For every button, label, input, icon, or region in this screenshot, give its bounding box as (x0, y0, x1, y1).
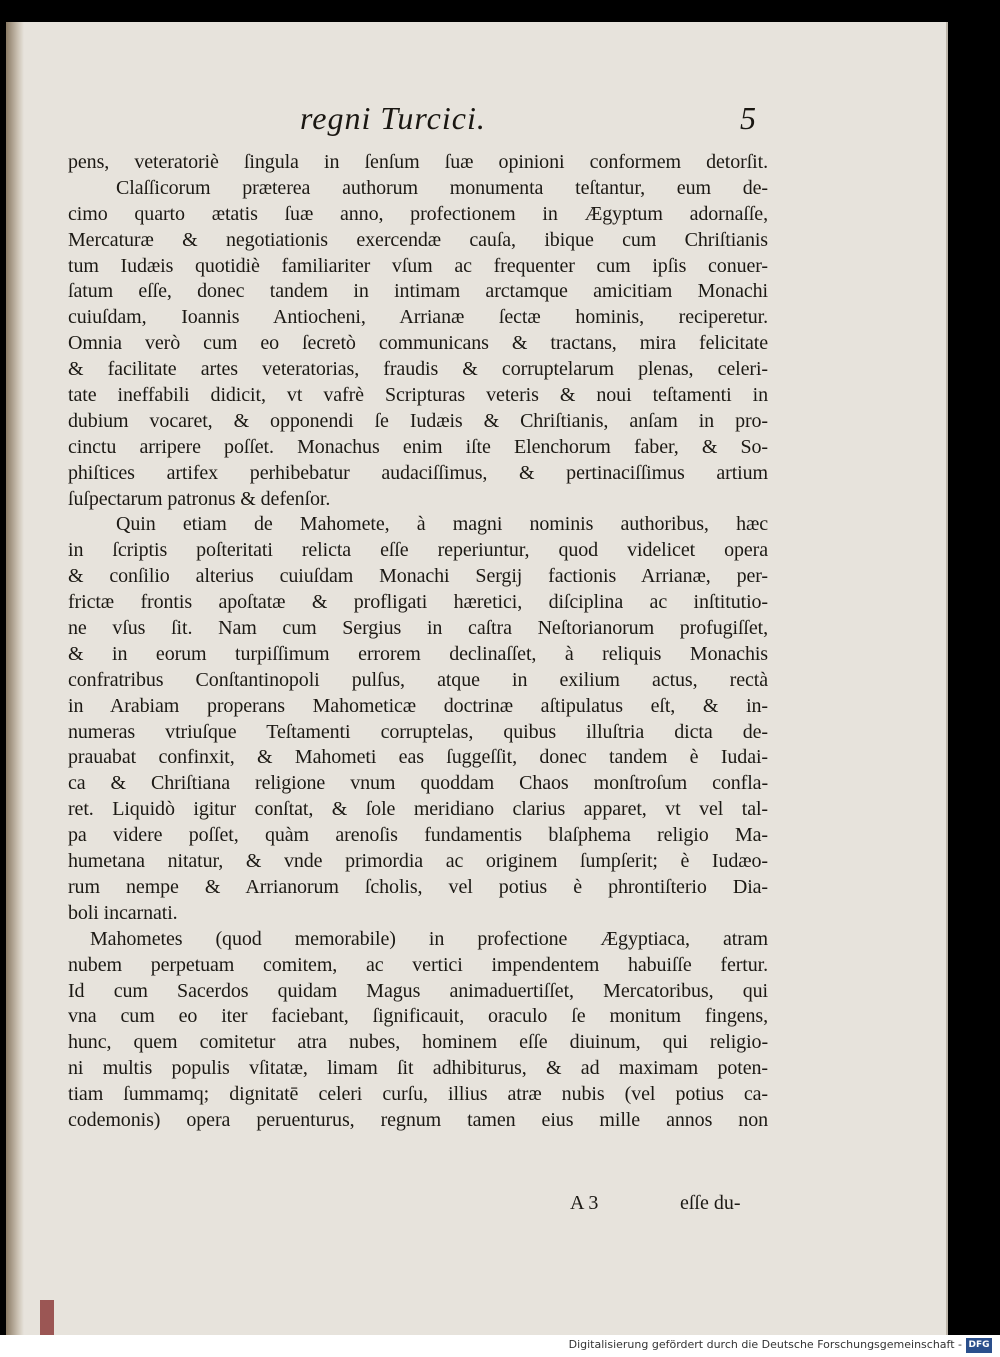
text-line: in ſcriptis poſteritati relicta eſſe reperiuntur, quod videlicet opera (68, 539, 768, 562)
text-line: cuiuſdam, Ioannis Antiocheni, Arrianæ ſectæ hominis, reciperetur. (68, 306, 768, 329)
text-line: in Arabiam properans Mahometicæ doctrinæ aſtipulatus eſt, & in- (68, 694, 768, 717)
text-line: ca & Chriſtiana religione vnum quoddam Chaos monſtroſum confla- (68, 772, 768, 795)
text-line: boli incarnati. (68, 901, 178, 924)
text-line: cinctu arripere poſſet. Monachus enim iſte Elenchorum faber, & So- (68, 435, 768, 458)
text-line: pa videre poſſet, quàm arenoſis fundamentis blaſphema religio Ma- (68, 824, 768, 847)
catchword: eſſe du- (680, 1192, 741, 1214)
text-line: dubium vocaret, & opponendi ſe Iudæis & Chriſtianis, anſam in pro- (68, 409, 768, 432)
binding-mark (40, 1300, 54, 1335)
text-line: Mahometes (quod memorabile) in profectione Ægyptiaca, atram (90, 927, 768, 950)
text-line: & conſilio alterius cuiuſdam Monachi Sergij factionis Arrianæ, per- (68, 565, 768, 588)
text-line: numeras vtriuſque Teſtamenti corruptelas, quibus illuſtria dicta de- (68, 720, 768, 743)
text-line: ne vſus ſit. Nam cum Sergius in caſtra Neſtorianorum profugiſſet, (68, 617, 768, 640)
page-gutter (6, 22, 24, 1335)
text-line: phiſtices artifex perhibebatur audaciſſimus, & pertinaciſſimus artium (68, 461, 768, 484)
text-line: hunc, quem comitetur atra nubes, hominem eſſe diuinum, qui religio- (68, 1031, 768, 1054)
text-line: confratribus Conſtantinopoli pulſus, atque in exilium actus, rectà (68, 668, 768, 691)
text-line: ret. Liquidò igitur conſtat, & ſole meridiano clarius apparet, vt vel tal- (68, 798, 768, 821)
text-line: pens, veteratoriè ſingula in ſenſum ſuæ opinioni conformem detorſit. (68, 151, 768, 173)
text-line: & in eorum turpiſſimum errorem declinaſſet, à reliquis Monachis (68, 642, 768, 665)
dfg-logo-icon[interactable]: DFG (966, 1338, 992, 1353)
text-line: prauabat confinxit, & Mahometi eas ſuggeſſit, donec tandem è Iudai- (68, 746, 768, 769)
text-line: tum Iudæis quotidiè familiariter vſum ac frequenter cum ipſis conuer- (68, 254, 768, 277)
footer-credit[interactable]: Digitalisierung gefördert durch die Deutsche Forschungsgemeinschaft - (568, 1338, 962, 1351)
text-line: Id cum Sacerdos quidam Magus animaduertiſſet, Mercatoribus, qui (68, 979, 768, 1002)
text-line: Mercaturæ & negotiationis exercendæ cauſa, ibique cum Chriſtianis (68, 228, 768, 251)
page-number: 5 (740, 100, 756, 136)
text-line: frictæ frontis apoſtatæ & profligati hæretici, diſciplina ac inſtitutio- (68, 591, 768, 614)
text-line: Omnia verò cum eo ſecretò communicans & tractans, mira felicitate (68, 332, 768, 355)
text-line: vna cum eo iter faciebant, ſignificauit, oraculo ſe monitum fingens, (68, 1005, 768, 1028)
running-title: regni Turcici. (300, 100, 486, 136)
text-line: nubem perpetuam comitem, ac vertici impendentem habuiſſe fertur. (68, 953, 768, 976)
text-line: cimo quarto ætatis ſuæ anno, profectionem in Ægyptum adornaſſe, (68, 202, 768, 225)
footer-bar (0, 1335, 1000, 1357)
text-line: ni multis populis vſitatæ, limam ſit adhibiturus, & ad maximam poten- (68, 1057, 768, 1080)
text-line: & facilitate artes veteratorias, fraudis & corruptelarum plenas, celeri- (68, 358, 768, 381)
text-line: codemonis) opera peruenturus, regnum tamen eius mille annos non (68, 1108, 768, 1131)
text-line: Quin etiam de Mahomete, à magni nominis authoribus, hæc (116, 513, 768, 536)
text-line: tate ineffabili didicit, vt vafrè Scripturas veteris & noui teſtamenti in (68, 384, 768, 407)
text-line: humetana nitatur, & vnde primordia ac originem ſumpſerit; è Iudæo- (68, 850, 768, 873)
text-line: ſatum eſſe, donec tandem in intimam arctamque amicitiam Monachi (68, 280, 768, 303)
text-line: rum nempe & Arrianorum ſcholis, vel potius è phrontiſterio Dia- (68, 875, 768, 898)
text-line: ſuſpectarum patronus & defenſor. (68, 487, 331, 510)
text-line: tiam ſummamq; dignitatē celeri curſu, illius atræ nubis (vel potius ca- (68, 1083, 768, 1106)
body-text (68, 150, 768, 1134)
text-line: Claſſicorum præterea authorum monumenta teſtantur, eum de- (116, 176, 768, 199)
signature-mark: A 3 (570, 1192, 599, 1214)
